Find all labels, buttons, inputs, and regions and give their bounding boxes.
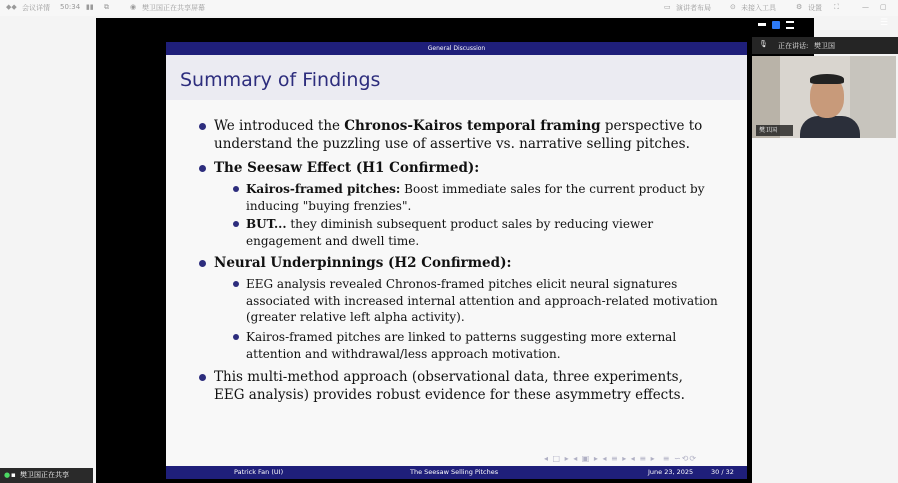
popout-icon[interactable]: ⧉ xyxy=(104,3,109,11)
collapse-icon[interactable] xyxy=(758,23,766,26)
sub-bullet-text: Kairos-framed pitches are linked to patterns suggesting more external attention and withdrawal/less approach motivation. xyxy=(246,330,677,361)
footer-title: The Seesaw Selling Pitches xyxy=(410,468,499,476)
sub-bullet-dot xyxy=(233,334,239,340)
microphone-icon: 🎙 xyxy=(759,40,768,48)
slide-footer xyxy=(166,466,747,479)
bullet-bold-text: Chronos-Kairos temporal framing xyxy=(344,118,601,134)
footer-date: June 23, 2025 xyxy=(648,468,694,476)
participant-body xyxy=(800,116,860,138)
panel-controls xyxy=(758,18,898,32)
sub-bullet-dot xyxy=(233,186,239,192)
minimize-icon[interactable]: — xyxy=(862,3,869,11)
layout-icon[interactable]: ▭ xyxy=(664,3,671,11)
meeting-details-link[interactable]: 会议详情 xyxy=(22,4,50,12)
bullet-dot xyxy=(199,374,206,381)
slide-title: Summary of Findings xyxy=(180,69,381,91)
bullet-item xyxy=(214,368,714,404)
slide-title-bar xyxy=(166,55,747,100)
sub-bullet-dot xyxy=(233,281,239,287)
layout-button[interactable]: 演讲者布局 xyxy=(676,4,711,12)
share-indicator-icon: ◉ xyxy=(130,3,137,11)
gallery-view-icon[interactable] xyxy=(772,21,780,29)
video-name: 樊卫国 xyxy=(759,127,778,134)
signal-icon: ▮▮ xyxy=(86,3,94,11)
panel-menu-icon[interactable]: ☰ xyxy=(880,18,889,28)
restore-icon[interactable]: ▢ xyxy=(880,3,887,11)
sub-bullet-text: Boost immediate sales for the current product by inducing "buying frenzies". xyxy=(246,182,705,213)
beamer-navigation-icons[interactable]: ◂ □ ▸ ◂ ▣ ▸ ◂ ≡ ▸ ◂ ≡ ▸ ≡ ∽⟲⟳ xyxy=(544,454,698,463)
bullet-text: We introduced the xyxy=(214,118,345,134)
share-status-icon: ● xyxy=(4,471,11,479)
footer-page: 30 / 32 xyxy=(711,468,734,476)
bullet-text: perspective to understand the puzzling use of assertive vs. narrative selling pitches. xyxy=(214,118,703,152)
speaking-label: 正在讲话: xyxy=(778,42,809,50)
sub-bullet-text: they diminish subsequent product sales by reducing viewer engagement and dwell time. xyxy=(246,217,654,248)
speaker-name: 樊卫国 xyxy=(814,42,835,50)
bullet-dot xyxy=(199,123,206,130)
assistant-icon[interactable]: ⊙ xyxy=(730,3,736,11)
meeting-topbar xyxy=(0,0,898,16)
bullet-text: This multi-method approach (observational data, three experiments, EEG analysis) provides robust evidence for these asymmetry effects. xyxy=(214,369,685,403)
bullet-item xyxy=(214,254,714,272)
participant-hair xyxy=(810,74,844,84)
presentation-slide xyxy=(166,42,747,479)
sub-bullet-text: EEG analysis revealed Chronos-framed pitches elicit neural signatures associated with increased internal attention and approach-related motivation (greater relative left alpha activity). xyxy=(246,277,718,324)
sub-bullet-item xyxy=(246,216,726,249)
share-badge-text: 樊卫国正在共享 xyxy=(20,471,69,479)
slide-section-header: General Discussion xyxy=(166,42,747,55)
bullet-item xyxy=(214,159,714,177)
sub-bullet-item xyxy=(246,181,726,214)
sub-bullet-item xyxy=(246,276,726,326)
screen-icon: ▪ xyxy=(11,471,16,479)
assistant-button[interactable]: 未接入工具 xyxy=(741,4,776,12)
settings-icon[interactable]: ⚙ xyxy=(796,3,803,11)
list-view-icon[interactable] xyxy=(786,21,794,29)
video-name-badge xyxy=(756,125,793,136)
meeting-timer: 50:34 xyxy=(60,3,81,11)
bullet-dot xyxy=(199,260,206,267)
bullet-heading: The Seesaw Effect (H1 Confirmed): xyxy=(214,160,480,176)
sharing-status: 樊卫国正在共享屏幕 xyxy=(142,4,205,12)
sub-bullet-bold-text: BUT... xyxy=(246,217,287,231)
settings-button[interactable]: 设置 xyxy=(808,4,822,12)
screen-share-badge[interactable] xyxy=(0,468,93,483)
footer-author: Patrick Fan (UI) xyxy=(234,468,284,476)
sub-bullet-bold-text: Kairos-framed pitches: xyxy=(246,182,401,196)
bullet-item xyxy=(214,117,714,153)
bullet-dot xyxy=(199,165,206,172)
speaking-indicator xyxy=(752,37,898,54)
sub-bullet-dot xyxy=(233,221,239,227)
sub-bullet-item xyxy=(246,329,726,362)
bullet-heading: Neural Underpinnings (H2 Confirmed): xyxy=(214,255,512,271)
logo-icon: ◆◆ xyxy=(6,3,17,11)
fullscreen-icon[interactable]: ⛶ xyxy=(834,3,839,11)
